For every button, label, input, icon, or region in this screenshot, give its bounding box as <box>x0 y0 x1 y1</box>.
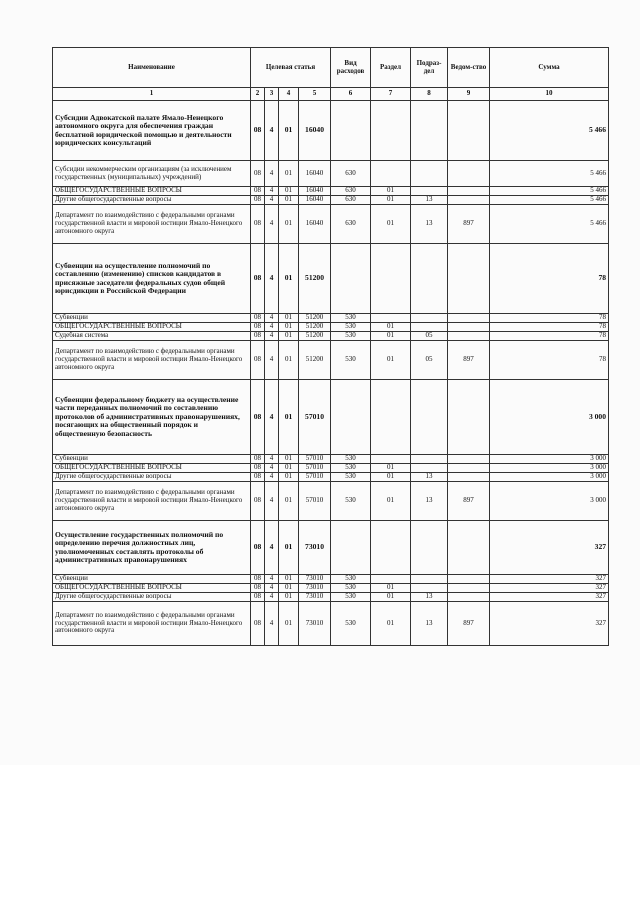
row-code-cell: 530 <box>331 332 371 341</box>
row-code-cell: 73010 <box>299 602 331 646</box>
row-code-cell: 13 <box>411 473 448 482</box>
row-code-cell: 897 <box>448 482 490 521</box>
row-code-cell: 4 <box>265 187 279 196</box>
row-code-cell <box>371 575 411 584</box>
table-row <box>53 101 609 161</box>
row-code-cell <box>411 187 448 196</box>
table-row <box>53 244 609 314</box>
row-code-cell: 4 <box>265 473 279 482</box>
row-code-cell: 13 <box>411 205 448 244</box>
row-sum-cell: 5 466 <box>490 101 609 161</box>
row-code-cell: 630 <box>331 161 371 187</box>
row-code-cell: 08 <box>251 584 265 593</box>
row-code-cell: 08 <box>251 341 265 380</box>
row-code-cell <box>448 575 490 584</box>
row-sum-cell: 78 <box>490 332 609 341</box>
row-code-cell: 630 <box>331 187 371 196</box>
row-code-cell: 01 <box>279 161 299 187</box>
row-code-cell: 01 <box>371 187 411 196</box>
row-code-cell <box>411 575 448 584</box>
row-code-cell: 01 <box>279 341 299 380</box>
row-code-cell <box>411 314 448 323</box>
row-code-cell: 51200 <box>299 332 331 341</box>
row-code-cell: 08 <box>251 602 265 646</box>
row-code-cell: 01 <box>279 593 299 602</box>
row-code-cell <box>331 521 371 575</box>
header-target: Целевая статья <box>251 48 331 88</box>
row-name-cell: Другие общегосударственные вопросы <box>53 593 251 602</box>
row-code-cell: 4 <box>265 161 279 187</box>
row-code-cell: 4 <box>265 521 279 575</box>
row-code-cell: 4 <box>265 101 279 161</box>
row-code-cell <box>331 101 371 161</box>
table-row <box>53 464 609 473</box>
row-name-cell: Судебная система <box>53 332 251 341</box>
row-name-cell: Субвенции <box>53 575 251 584</box>
row-code-cell: 01 <box>279 473 299 482</box>
row-code-cell: 01 <box>371 332 411 341</box>
row-code-cell <box>411 380 448 455</box>
table-row <box>53 341 609 380</box>
row-sum-cell: 327 <box>490 575 609 584</box>
row-code-cell: 08 <box>251 101 265 161</box>
row-code-cell <box>448 244 490 314</box>
table-row <box>53 473 609 482</box>
row-code-cell: 08 <box>251 473 265 482</box>
row-code-cell: 57010 <box>299 482 331 521</box>
col-number: 1 <box>53 88 251 101</box>
row-code-cell: 73010 <box>299 521 331 575</box>
row-code-cell: 08 <box>251 323 265 332</box>
table-header-row <box>53 48 609 88</box>
row-code-cell: 4 <box>265 584 279 593</box>
row-name-cell: Департамент по взаимодействию с федеральными органами государственной власти и мировой юстиции Ямало-Ненецкого автономного округа <box>53 205 251 244</box>
row-sum-cell: 5 466 <box>490 205 609 244</box>
row-sum-cell: 78 <box>490 341 609 380</box>
row-code-cell: 01 <box>279 602 299 646</box>
row-code-cell: 01 <box>371 593 411 602</box>
row-code-cell: 08 <box>251 187 265 196</box>
col-number: 6 <box>331 88 371 101</box>
row-code-cell: 16040 <box>299 187 331 196</box>
row-code-cell <box>448 521 490 575</box>
row-code-cell: 16040 <box>299 101 331 161</box>
row-name-cell: Субвенции <box>53 314 251 323</box>
row-code-cell: 01 <box>279 380 299 455</box>
row-code-cell: 51200 <box>299 244 331 314</box>
row-code-cell <box>448 455 490 464</box>
header-vedomstvo: Ведом-ство <box>448 48 490 88</box>
row-code-cell: 13 <box>411 593 448 602</box>
row-code-cell: 57010 <box>299 455 331 464</box>
row-name-cell: Субсидии Адвокатской палате Ямало-Ненецкого автономного округа для обеспечения граждан бесплатной юридической помощью и деятельности юридических консультаций <box>53 101 251 161</box>
row-sum-cell: 5 466 <box>490 187 609 196</box>
table-row <box>53 332 609 341</box>
row-code-cell: 4 <box>265 332 279 341</box>
header-razdel: Раздел <box>371 48 411 88</box>
row-code-cell <box>371 314 411 323</box>
row-code-cell <box>448 464 490 473</box>
row-sum-cell: 327 <box>490 521 609 575</box>
row-code-cell: 08 <box>251 205 265 244</box>
row-code-cell: 16040 <box>299 161 331 187</box>
table-body <box>53 101 609 646</box>
row-code-cell: 08 <box>251 464 265 473</box>
row-sum-cell: 3 000 <box>490 473 609 482</box>
col-number: 3 <box>265 88 279 101</box>
row-name-cell: Субвенции федеральному бюджету на осуществление части переданных полномочий по составлению протоколов об административных правонарушениях, посягающих на общественный порядок и общественную безопасность <box>53 380 251 455</box>
row-code-cell: 01 <box>279 196 299 205</box>
row-code-cell: 4 <box>265 244 279 314</box>
row-code-cell <box>371 521 411 575</box>
row-code-cell <box>448 187 490 196</box>
row-name-cell: Субвенции на осуществление полномочий по составлению (изменению) списков кандидатов в присяжные заседатели федеральных судов общей юрисдикции в Российской Федерации <box>53 244 251 314</box>
header-vid: Вид расходов <box>331 48 371 88</box>
col-number: 10 <box>490 88 609 101</box>
row-code-cell: 01 <box>371 323 411 332</box>
row-code-cell: 08 <box>251 455 265 464</box>
row-code-cell: 01 <box>279 464 299 473</box>
row-code-cell: 530 <box>331 593 371 602</box>
row-code-cell <box>411 464 448 473</box>
col-number: 7 <box>371 88 411 101</box>
row-code-cell: 57010 <box>299 380 331 455</box>
row-code-cell: 01 <box>371 196 411 205</box>
budget-table <box>52 47 609 646</box>
row-code-cell: 08 <box>251 332 265 341</box>
row-code-cell: 08 <box>251 593 265 602</box>
row-code-cell <box>448 314 490 323</box>
row-code-cell: 01 <box>371 473 411 482</box>
row-sum-cell: 5 466 <box>490 161 609 187</box>
row-code-cell: 13 <box>411 482 448 521</box>
row-name-cell: ОБЩЕГОСУДАРСТВЕННЫЕ ВОПРОСЫ <box>53 323 251 332</box>
row-code-cell: 4 <box>265 205 279 244</box>
row-name-cell: ОБЩЕГОСУДАРСТВЕННЫЕ ВОПРОСЫ <box>53 584 251 593</box>
row-code-cell <box>448 101 490 161</box>
row-code-cell: 530 <box>331 584 371 593</box>
row-code-cell: 08 <box>251 380 265 455</box>
row-code-cell <box>411 244 448 314</box>
col-number: 2 <box>251 88 265 101</box>
row-code-cell: 57010 <box>299 473 331 482</box>
row-name-cell: Субвенции <box>53 455 251 464</box>
row-code-cell: 630 <box>331 205 371 244</box>
row-code-cell <box>411 584 448 593</box>
row-code-cell <box>448 323 490 332</box>
row-sum-cell: 3 000 <box>490 464 609 473</box>
row-code-cell: 51200 <box>299 323 331 332</box>
header-name: Наименование <box>53 48 251 88</box>
row-code-cell: 01 <box>279 584 299 593</box>
row-code-cell: 05 <box>411 341 448 380</box>
row-code-cell: 530 <box>331 473 371 482</box>
table-row <box>53 205 609 244</box>
row-sum-cell: 3 000 <box>490 380 609 455</box>
table-row <box>53 323 609 332</box>
table-row <box>53 161 609 187</box>
row-code-cell: 4 <box>265 323 279 332</box>
row-code-cell <box>371 455 411 464</box>
row-code-cell: 530 <box>331 602 371 646</box>
table-row <box>53 455 609 464</box>
row-code-cell: 01 <box>279 244 299 314</box>
row-name-cell: Осуществление государственных полномочий по определению перечня должностных лиц, уполномоченных составлять протоколы об административных правонарушениях <box>53 521 251 575</box>
row-code-cell: 73010 <box>299 593 331 602</box>
row-code-cell: 897 <box>448 341 490 380</box>
row-code-cell <box>411 101 448 161</box>
row-code-cell: 4 <box>265 575 279 584</box>
table-row <box>53 521 609 575</box>
row-code-cell: 01 <box>371 584 411 593</box>
row-sum-cell: 327 <box>490 584 609 593</box>
row-code-cell: 08 <box>251 575 265 584</box>
row-code-cell <box>448 473 490 482</box>
row-sum-cell: 3 000 <box>490 482 609 521</box>
row-sum-cell: 327 <box>490 593 609 602</box>
row-code-cell <box>448 161 490 187</box>
row-code-cell: 01 <box>279 575 299 584</box>
row-code-cell <box>411 323 448 332</box>
table-row <box>53 575 609 584</box>
row-code-cell: 16040 <box>299 196 331 205</box>
page-margin <box>0 765 640 905</box>
row-code-cell: 08 <box>251 314 265 323</box>
row-code-cell: 01 <box>279 455 299 464</box>
table-row <box>53 196 609 205</box>
table-row <box>53 380 609 455</box>
row-code-cell: 51200 <box>299 314 331 323</box>
row-code-cell: 01 <box>371 205 411 244</box>
row-code-cell <box>448 196 490 205</box>
row-code-cell: 73010 <box>299 584 331 593</box>
row-code-cell: 897 <box>448 205 490 244</box>
row-code-cell: 08 <box>251 521 265 575</box>
row-code-cell: 4 <box>265 455 279 464</box>
row-code-cell <box>448 584 490 593</box>
row-code-cell: 01 <box>371 464 411 473</box>
row-name-cell: Субсидии некоммерческим организациям (за исключением государственных (муниципальных) учреждений) <box>53 161 251 187</box>
row-code-cell: 05 <box>411 332 448 341</box>
row-code-cell: 01 <box>279 482 299 521</box>
row-code-cell: 530 <box>331 341 371 380</box>
row-code-cell: 08 <box>251 244 265 314</box>
row-code-cell: 01 <box>279 521 299 575</box>
column-number-row <box>53 88 609 101</box>
row-code-cell: 73010 <box>299 575 331 584</box>
row-code-cell: 4 <box>265 593 279 602</box>
row-code-cell: 530 <box>331 323 371 332</box>
row-code-cell: 01 <box>279 332 299 341</box>
row-code-cell: 57010 <box>299 464 331 473</box>
row-code-cell <box>411 455 448 464</box>
row-code-cell: 01 <box>371 341 411 380</box>
row-sum-cell: 3 000 <box>490 455 609 464</box>
row-code-cell: 01 <box>371 482 411 521</box>
row-sum-cell: 78 <box>490 323 609 332</box>
row-code-cell: 4 <box>265 380 279 455</box>
row-code-cell: 4 <box>265 602 279 646</box>
row-name-cell: Департамент по взаимодействию с федеральными органами государственной власти и мировой юстиции Ямало-Ненецкого автономного округа <box>53 341 251 380</box>
row-code-cell: 4 <box>265 464 279 473</box>
row-code-cell: 13 <box>411 602 448 646</box>
row-code-cell <box>448 332 490 341</box>
row-code-cell: 530 <box>331 575 371 584</box>
col-number: 5 <box>299 88 331 101</box>
table-row <box>53 314 609 323</box>
row-code-cell: 897 <box>448 602 490 646</box>
table-row <box>53 187 609 196</box>
table-row <box>53 482 609 521</box>
row-code-cell: 530 <box>331 464 371 473</box>
row-code-cell: 630 <box>331 196 371 205</box>
row-code-cell: 51200 <box>299 341 331 380</box>
row-code-cell: 4 <box>265 196 279 205</box>
row-code-cell <box>371 244 411 314</box>
row-code-cell: 08 <box>251 161 265 187</box>
row-code-cell <box>331 244 371 314</box>
row-code-cell: 16040 <box>299 205 331 244</box>
row-name-cell: ОБЩЕГОСУДАРСТВЕННЫЕ ВОПРОСЫ <box>53 187 251 196</box>
row-code-cell <box>331 380 371 455</box>
row-code-cell <box>371 380 411 455</box>
row-code-cell <box>448 593 490 602</box>
row-code-cell <box>371 101 411 161</box>
row-sum-cell: 78 <box>490 244 609 314</box>
col-number: 4 <box>279 88 299 101</box>
row-name-cell: Другие общегосударственные вопросы <box>53 473 251 482</box>
col-number: 9 <box>448 88 490 101</box>
table-row <box>53 593 609 602</box>
row-name-cell: Департамент по взаимодействию с федеральными органами государственной власти и мировой юстиции Ямало-Ненецкого автономного округа <box>53 482 251 521</box>
row-code-cell: 01 <box>279 314 299 323</box>
row-code-cell: 530 <box>331 314 371 323</box>
row-sum-cell: 78 <box>490 314 609 323</box>
row-name-cell: Департамент по взаимодействию с федеральными органами государственной власти и мировой юстиции Ямало-Ненецкого автономного округа <box>53 602 251 646</box>
row-code-cell: 530 <box>331 455 371 464</box>
row-sum-cell: 327 <box>490 602 609 646</box>
row-code-cell: 08 <box>251 482 265 521</box>
row-code-cell <box>448 380 490 455</box>
table-row <box>53 602 609 646</box>
row-code-cell <box>411 521 448 575</box>
row-name-cell: Другие общегосударственные вопросы <box>53 196 251 205</box>
header-summa: Сумма <box>490 48 609 88</box>
table-row <box>53 584 609 593</box>
row-code-cell: 01 <box>279 101 299 161</box>
row-code-cell: 01 <box>279 323 299 332</box>
row-code-cell: 01 <box>279 205 299 244</box>
row-code-cell: 4 <box>265 314 279 323</box>
row-sum-cell: 5 466 <box>490 196 609 205</box>
col-number: 8 <box>411 88 448 101</box>
row-name-cell: ОБЩЕГОСУДАРСТВЕННЫЕ ВОПРОСЫ <box>53 464 251 473</box>
row-code-cell: 4 <box>265 341 279 380</box>
row-code-cell: 01 <box>279 187 299 196</box>
row-code-cell <box>371 161 411 187</box>
row-code-cell: 530 <box>331 482 371 521</box>
row-code-cell <box>411 161 448 187</box>
row-code-cell: 13 <box>411 196 448 205</box>
row-code-cell: 08 <box>251 196 265 205</box>
row-code-cell: 01 <box>371 602 411 646</box>
row-code-cell: 4 <box>265 482 279 521</box>
header-podrazdel: Подраз-дел <box>411 48 448 88</box>
